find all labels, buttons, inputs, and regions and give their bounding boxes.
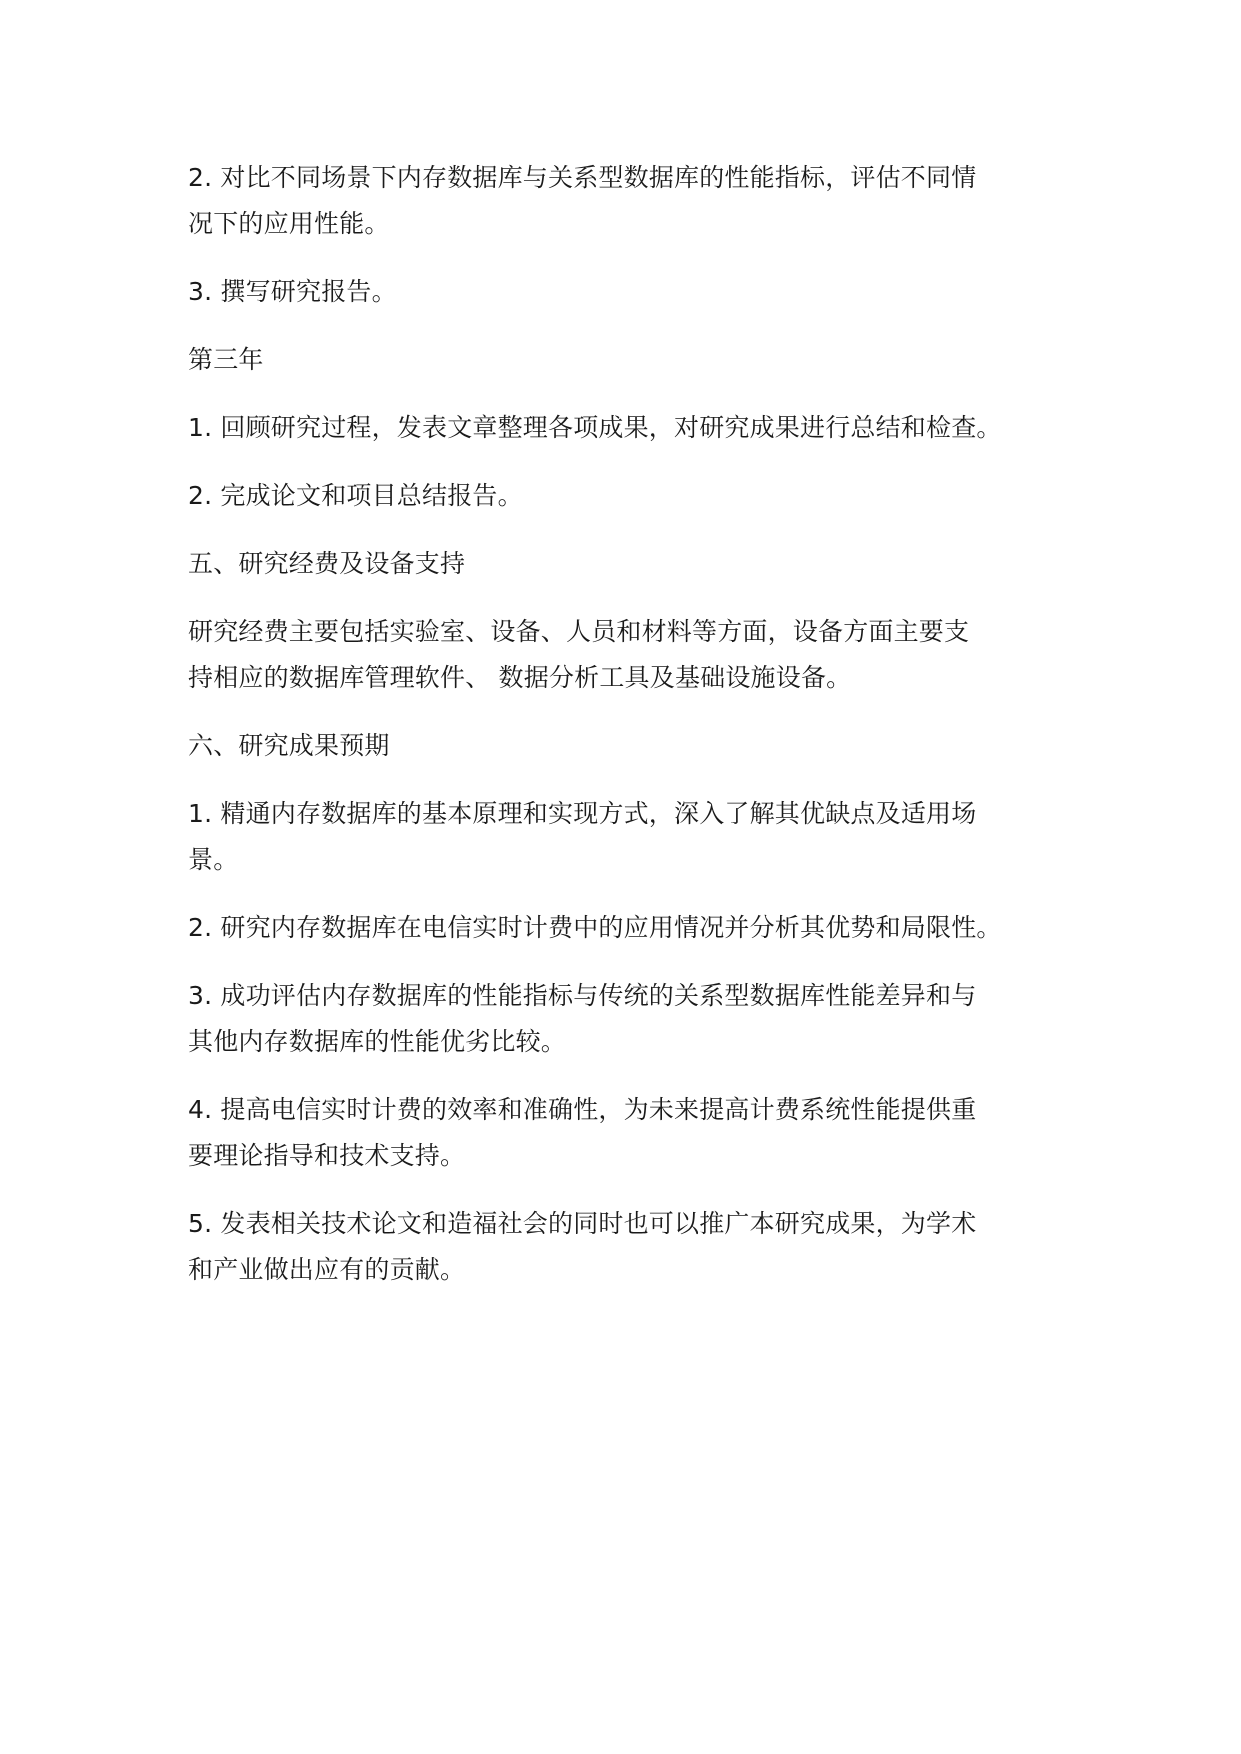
document-body	[188, 155, 1068, 1315]
text-line: 要理论指导和技术支持。	[188, 1141, 466, 1170]
paragraph-funding-details	[188, 609, 1068, 701]
text-line: 况下的应用性能。	[188, 209, 390, 238]
text-line: 研究经费主要包括实验室、设备、人员和材料等方面，设备方面主要支	[188, 617, 970, 646]
paragraph-write-report	[188, 269, 1068, 315]
paragraph-result-3	[188, 973, 1068, 1065]
paragraph-result-4	[188, 1087, 1068, 1179]
text-line: 2. 研究内存数据库在电信实时计费中的应用情况并分析其优势和局限性。	[188, 913, 1002, 942]
text-line: 持相应的数据库管理软件、 数据分析工具及基础设施设备。	[188, 663, 852, 692]
text-line: 4. 提高电信实时计费的效率和准确性，为未来提高计费系统性能提供重	[188, 1095, 977, 1124]
text-line: 2. 对比不同场景下内存数据库与关系型数据库的性能指标，评估不同情	[188, 163, 977, 192]
heading-third-year	[188, 337, 1068, 383]
heading-expected-results	[188, 723, 1068, 769]
paragraph-complete-thesis	[188, 473, 1068, 519]
text-line: 1. 回顾研究过程，发表文章整理各项成果，对研究成果进行总结和检查。	[188, 413, 1002, 442]
text-line: 景。	[188, 845, 239, 874]
paragraph-compare-performance	[188, 155, 1068, 247]
text-line: 其他内存数据库的性能优劣比较。	[188, 1027, 567, 1056]
paragraph-review-research	[188, 405, 1068, 451]
text-line: 2. 完成论文和项目总结报告。	[188, 481, 523, 510]
text-line: 3. 成功评估内存数据库的性能指标与传统的关系型数据库性能差异和与	[188, 981, 977, 1010]
paragraph-result-5	[188, 1201, 1068, 1293]
text-line: 五、研究经费及设备支持	[188, 549, 466, 578]
text-line: 六、研究成果预期	[188, 731, 390, 760]
text-line: 5. 发表相关技术论文和造福社会的同时也可以推广本研究成果，为学术	[188, 1209, 977, 1238]
paragraph-result-1	[188, 791, 1068, 883]
text-line: 3. 撰写研究报告。	[188, 277, 397, 306]
text-line: 第三年	[188, 345, 264, 374]
heading-funding-equipment	[188, 541, 1068, 587]
text-line: 1. 精通内存数据库的基本原理和实现方式，深入了解其优缺点及适用场	[188, 799, 977, 828]
paragraph-result-2	[188, 905, 1068, 951]
text-line: 和产业做出应有的贡献。	[188, 1255, 466, 1284]
